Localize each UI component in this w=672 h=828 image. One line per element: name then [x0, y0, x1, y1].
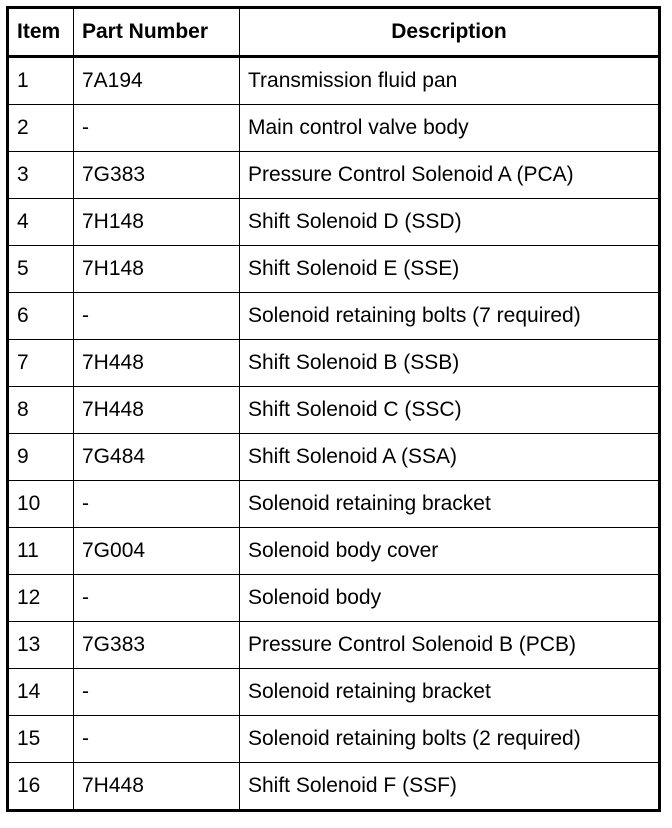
cell-description: Shift Solenoid D (SSD)	[240, 199, 660, 246]
cell-part-number: 7G484	[74, 434, 240, 481]
cell-item: 10	[8, 481, 74, 528]
cell-item: 11	[8, 528, 74, 575]
cell-part-number: -	[74, 669, 240, 716]
cell-item: 1	[8, 57, 74, 105]
cell-description: Shift Solenoid C (SSC)	[240, 387, 660, 434]
table-row	[8, 387, 660, 434]
cell-description: Shift Solenoid A (SSA)	[240, 434, 660, 481]
table-row	[8, 669, 660, 716]
cell-part-number: 7H448	[74, 387, 240, 434]
cell-item: 8	[8, 387, 74, 434]
table-row	[8, 763, 660, 811]
header-item: Item	[8, 8, 74, 57]
cell-description: Pressure Control Solenoid B (PCB)	[240, 622, 660, 669]
cell-part-number: 7G383	[74, 622, 240, 669]
table-row	[8, 340, 660, 387]
cell-part-number: -	[74, 575, 240, 622]
cell-item: 13	[8, 622, 74, 669]
cell-part-number: -	[74, 293, 240, 340]
cell-description: Shift Solenoid F (SSF)	[240, 763, 660, 811]
cell-part-number: -	[74, 105, 240, 152]
table-row	[8, 199, 660, 246]
cell-part-number: 7H148	[74, 199, 240, 246]
table-row	[8, 575, 660, 622]
cell-item: 6	[8, 293, 74, 340]
cell-item: 14	[8, 669, 74, 716]
table-row	[8, 622, 660, 669]
table-row	[8, 434, 660, 481]
cell-description: Pressure Control Solenoid A (PCA)	[240, 152, 660, 199]
table-row	[8, 105, 660, 152]
cell-description: Shift Solenoid E (SSE)	[240, 246, 660, 293]
cell-description: Shift Solenoid B (SSB)	[240, 340, 660, 387]
header-part-number: Part Number	[74, 8, 240, 57]
header-row	[8, 8, 660, 57]
cell-item: 2	[8, 105, 74, 152]
cell-part-number: 7H448	[74, 340, 240, 387]
cell-part-number: 7A194	[74, 57, 240, 105]
cell-description: Solenoid body cover	[240, 528, 660, 575]
table-body	[8, 57, 660, 811]
table-row	[8, 57, 660, 105]
cell-item: 5	[8, 246, 74, 293]
table-row	[8, 293, 660, 340]
cell-item: 4	[8, 199, 74, 246]
cell-item: 7	[8, 340, 74, 387]
cell-part-number: 7H148	[74, 246, 240, 293]
cell-item: 3	[8, 152, 74, 199]
table-row	[8, 716, 660, 763]
cell-part-number: -	[74, 716, 240, 763]
cell-item: 16	[8, 763, 74, 811]
cell-part-number: 7H448	[74, 763, 240, 811]
cell-description: Solenoid retaining bolts (2 required)	[240, 716, 660, 763]
header-description: Description	[240, 8, 660, 57]
cell-description: Solenoid body	[240, 575, 660, 622]
table-row	[8, 528, 660, 575]
cell-item: 9	[8, 434, 74, 481]
table-row	[8, 246, 660, 293]
cell-description: Main control valve body	[240, 105, 660, 152]
cell-description: Transmission fluid pan	[240, 57, 660, 105]
cell-part-number: 7G004	[74, 528, 240, 575]
cell-description: Solenoid retaining bracket	[240, 481, 660, 528]
table-header	[8, 8, 660, 57]
table-row	[8, 152, 660, 199]
table-row	[8, 481, 660, 528]
cell-part-number: 7G383	[74, 152, 240, 199]
cell-description: Solenoid retaining bolts (7 required)	[240, 293, 660, 340]
cell-item: 15	[8, 716, 74, 763]
cell-description: Solenoid retaining bracket	[240, 669, 660, 716]
cell-item: 12	[8, 575, 74, 622]
cell-part-number: -	[74, 481, 240, 528]
parts-table	[6, 6, 661, 812]
